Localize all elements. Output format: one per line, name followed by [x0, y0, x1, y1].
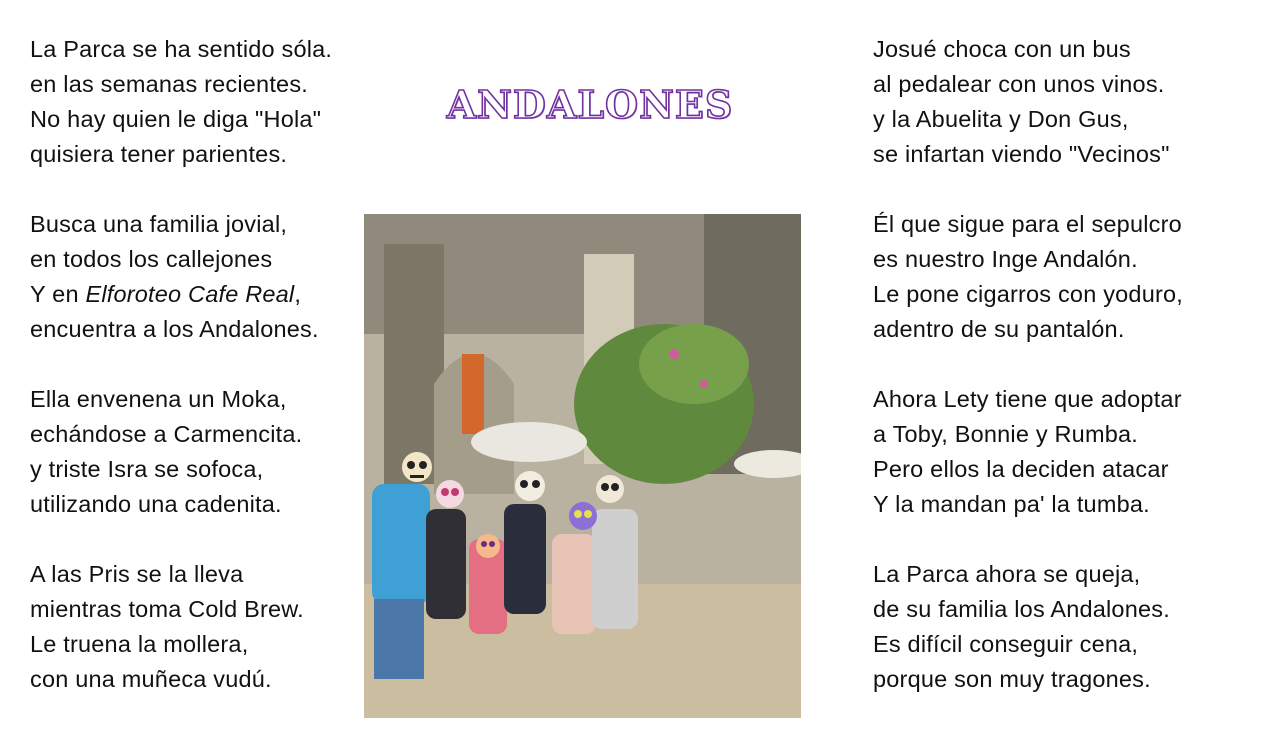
verse-line: utilizando una cadenita. — [30, 491, 282, 517]
verse-line: Busca una familia jovial, — [30, 211, 288, 237]
sugar-skull-icon — [515, 471, 545, 501]
verse-line: de su familia los Andalones. — [873, 596, 1170, 622]
sugar-skull-icon — [436, 480, 464, 508]
verse-line: a Toby, Bonnie y Rumba. — [873, 421, 1138, 447]
group-photo-illustration — [364, 214, 801, 718]
verse-line: Le truena la mollera, — [30, 631, 249, 657]
flowers — [669, 349, 679, 359]
right-poem-column — [873, 32, 1253, 732]
verse-line: quisiera tener parientes. — [30, 141, 288, 167]
verse-line: Ahora Lety tiene que adoptar — [873, 386, 1182, 412]
verse-line: con una muñeca vudú. — [30, 666, 272, 692]
sugar-skull-icon — [569, 502, 597, 530]
stanza-6 — [873, 207, 1253, 347]
verse-line: Él que sigue para el sepulcro — [873, 211, 1182, 237]
stanza-1 — [30, 32, 370, 172]
stanza-5 — [873, 32, 1253, 172]
verse-line: Ella envenena un Moka, — [30, 386, 287, 412]
verse-suffix: , — [294, 281, 302, 307]
tree-foliage-light — [639, 324, 749, 404]
verse-line: adentro de su pantalón. — [873, 316, 1125, 342]
person-grey — [592, 509, 638, 629]
orange-door — [462, 354, 484, 434]
verse-line: Es difícil conseguir cena, — [873, 631, 1139, 657]
stanza-2 — [30, 207, 370, 347]
verse-prefix: Y en — [30, 281, 86, 307]
verse-line: Le pone cigarros con yoduro, — [873, 281, 1183, 307]
verse-line: Pero ellos la deciden atacar — [873, 456, 1169, 482]
verse-line: encuentra a los Andalones. — [30, 316, 319, 342]
verse-line: en todos los callejones — [30, 246, 273, 272]
verse-line: A las Pris se la lleva — [30, 561, 244, 587]
person-dark — [426, 509, 466, 619]
verse-line: y triste Isra se sofoca, — [30, 456, 264, 482]
sugar-skull-icon — [402, 452, 432, 482]
poem-title: ANDALONES — [446, 82, 734, 127]
verse-line: mientras toma Cold Brew. — [30, 596, 304, 622]
flowers — [700, 380, 708, 388]
verse-line: Y la mandan pa' la tumba. — [873, 491, 1150, 517]
verse-line: Josué choca con un bus — [873, 36, 1131, 62]
verse-line: se infartan viendo "Vecinos" — [873, 141, 1170, 167]
verse-line: en las semanas recientes. — [30, 71, 309, 97]
cafe-name: Elforoteo Cafe Real — [85, 281, 295, 307]
verse-line: La Parca ahora se queja, — [873, 561, 1141, 587]
verse-line-with-cafe-name — [30, 277, 370, 312]
person-light — [552, 534, 596, 634]
stanza-3 — [30, 382, 370, 522]
verse-line: La Parca se ha sentido sóla. — [30, 36, 333, 62]
verse-line: al pedalear con unos vinos. — [873, 71, 1165, 97]
verse-line: porque son muy tragones. — [873, 666, 1151, 692]
umbrella — [471, 422, 587, 462]
group-photo — [364, 214, 801, 718]
stanza-4 — [30, 557, 370, 697]
left-poem-column — [30, 32, 370, 732]
verse-line: echándose a Carmencita. — [30, 421, 303, 447]
person-navy — [504, 504, 546, 614]
stanza-7 — [873, 382, 1253, 522]
person-blue-shirt — [372, 484, 430, 604]
sugar-skull-icon — [476, 534, 500, 558]
person-shorts — [374, 599, 424, 679]
stanza-8 — [873, 557, 1253, 697]
verse-line: es nuestro Inge Andalón. — [873, 246, 1138, 272]
verse-line: y la Abuelita y Don Gus, — [873, 106, 1129, 132]
sugar-skull-icon — [596, 475, 624, 503]
verse-line: No hay quien le diga "Hola" — [30, 106, 322, 132]
